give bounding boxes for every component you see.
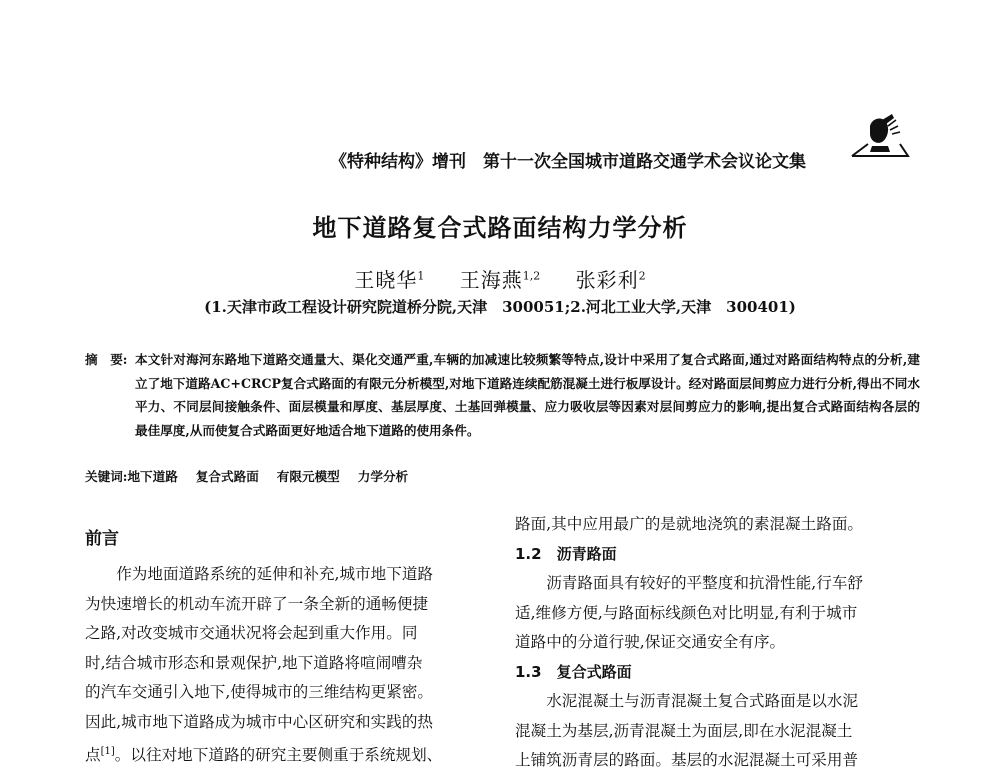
text-line: 上铺筑沥青层的路面。基层的水泥混凝土可采用普 <box>515 751 859 769</box>
abstract-text: 本文针对海河东路地下道路交通量大、渠化交通严重,车辆的加减速比较频繁等特点,设计中采用了复合式路面,通过对路面结构特点的分析,建立了地下道路AC+CRCP复合式路面的有限元分析模型,对地下道路连续配筋混凝土进行板厚设计。经对路面层间剪应力进行分析,得出不同水平力、不同层间接触条件、面层模量和厚度、基层厚度、土基回弹模量、应力吸收层等因素对层间剪应力的影响,提出复合式路面结构各层的最佳厚度,从而使复合式路面更好地适合地下道路的使用条件。 <box>135 352 920 438</box>
section-heading-preface: 前言 <box>85 529 119 549</box>
abstract-label: 摘 要: <box>85 352 128 367</box>
text-line: 为快速增长的机动车流开辟了一条全新的通畅便捷 <box>85 594 429 613</box>
abstract <box>85 348 920 442</box>
text-line: 作为地面道路系统的延伸和补充,城市地下道路 <box>116 565 434 583</box>
text-line: 道路中的分道行驶,保证交通安全有序。 <box>515 633 786 651</box>
left-column-body <box>85 560 485 771</box>
paper-title: 地下道路复合式路面结构力学分析 <box>312 214 688 242</box>
keyword: 复合式路面 <box>195 469 259 484</box>
author-list <box>0 264 1000 293</box>
author: 王晓华$^1$ <box>354 268 425 292</box>
right-column-body <box>515 510 920 776</box>
author: 张彩利$^2$ <box>575 268 646 292</box>
text-line: 沥青路面具有较好的平整度和抗滑性能,行车舒 <box>546 574 864 592</box>
text-line: 的汽车交通引入地下,使得城市的三维结构更紧密。 <box>85 683 434 701</box>
journal-header: 《特种结构》增刊 第十一次全国城市道路交通学术会议论文集 <box>330 152 806 172</box>
text-line: 水泥混凝土与沥青混凝土复合式路面是以水泥 <box>546 692 859 710</box>
keyword: 地下道路 <box>127 469 178 484</box>
keywords-label: 关键词: <box>85 469 128 484</box>
text-line: 因此,城市地下道路成为城市中心区研究和实践的热 <box>85 712 434 731</box>
text-line: 之路,对改变城市交通状况将会起到重大作用。同 <box>85 624 418 642</box>
text-line: 混凝土为基层,沥青混凝土为面层,即在水泥混凝土 <box>515 721 853 740</box>
author: 王海燕$^{1,2}$ <box>459 268 541 292</box>
keywords <box>85 466 426 485</box>
keyword: 力学分析 <box>357 469 409 484</box>
keyword: 有限元模型 <box>276 469 340 484</box>
subsection-heading-1-2: 1.2 沥青路面 <box>515 544 617 563</box>
journal-logo-icon <box>848 112 912 172</box>
text-line: 适,维修方便,与路面标线颜色对比明显,有利于城市 <box>515 603 858 622</box>
text-line: 时,结合城市形态和景观保护,地下道路将喧闹嘈杂 <box>85 653 423 672</box>
subsection-heading-1-3: 1.3 复合式路面 <box>515 662 632 681</box>
text-line: 点[1]。以往对地下道路的研究主要侧重于系统规划、 <box>85 746 443 765</box>
affiliations: (1.天津市政工程设计研究院道桥分院,天津 300051;2.河北工业大学,天津 300401) <box>204 298 796 316</box>
citation-ref[interactable]: [1] <box>100 746 115 757</box>
text-line: 路面,其中应用最广的是就地浇筑的素混凝土路面。 <box>515 515 864 533</box>
